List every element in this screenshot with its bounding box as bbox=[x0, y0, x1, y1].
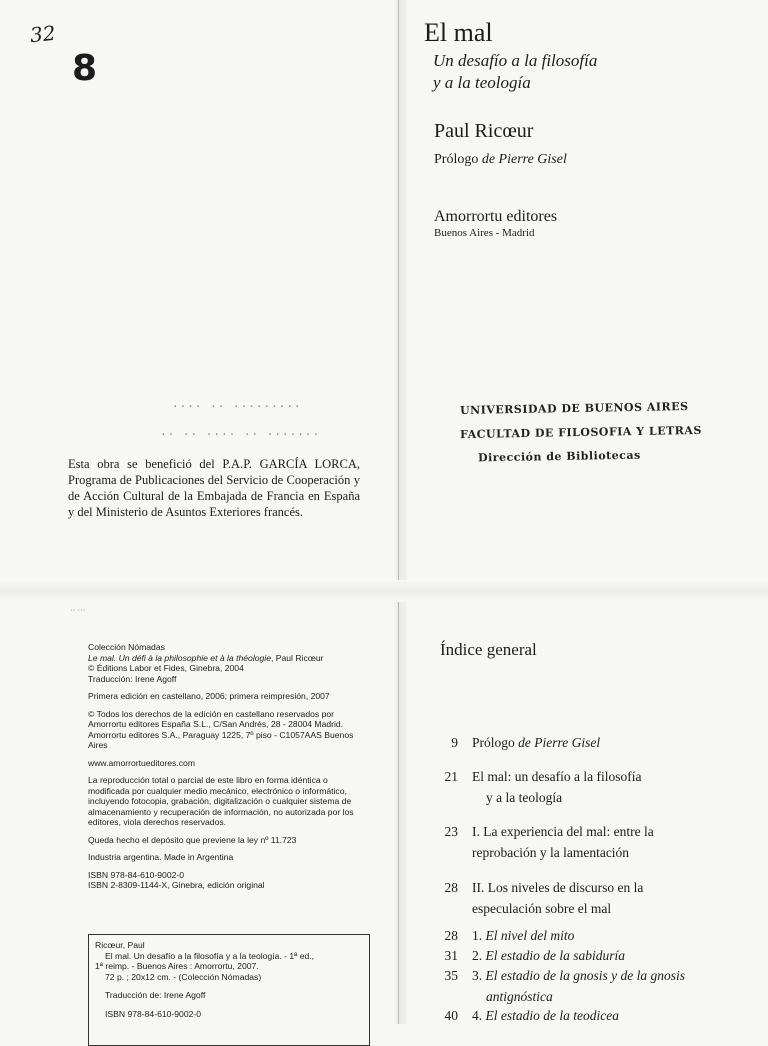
toc-text-main: 2. bbox=[472, 948, 486, 963]
toc-text bbox=[472, 925, 752, 946]
scan-spread-divider bbox=[0, 580, 768, 602]
toc-text bbox=[472, 766, 752, 808]
toc-text-main: 3. bbox=[472, 968, 486, 983]
original-rights: © Éditions Labor et Fides, Ginebra, 2004 bbox=[88, 663, 244, 673]
catalog-line-1: Ricœur, Paul bbox=[95, 940, 145, 950]
toc-text-main: El mal: un desafío a la filosofía bbox=[472, 769, 642, 784]
toc-page: 31 bbox=[444, 948, 458, 963]
publisher-name: Amorrortu editores bbox=[434, 208, 558, 225]
toc-text bbox=[472, 732, 752, 753]
catalog-line-4: 72 p. ; 20x12 cm. - (Colección Nómadas) bbox=[105, 971, 262, 982]
original-author: , Paul Ricœur bbox=[270, 652, 324, 663]
scan-specks: ·· ··· bbox=[70, 606, 86, 615]
rights-notice: © Todos los derechos de la edición en castellano reservados por Amorrortu editores España S.L., C/San Andrés, 28 - 28004 Madrid. Amorrortu editores S.A., Paraguay 1225, 7º piso - C1057AAS Buenos Aires bbox=[88, 708, 354, 750]
industry-note: Industria argentina. Made in Argentina bbox=[88, 852, 234, 862]
author-name: Paul Ricœur bbox=[434, 120, 534, 142]
copyright-collection-block bbox=[88, 642, 370, 684]
toc-text-main: 1. bbox=[472, 928, 486, 943]
legal-deposit: Queda hecho el depósito que previene la ley nº 11.723 bbox=[88, 834, 297, 845]
collection-name: Colección Nómadas bbox=[88, 642, 165, 652]
toc-page: 23 bbox=[444, 824, 458, 839]
faded-stamp-line-2: ·· ·· ···· ·· ······· bbox=[160, 428, 321, 441]
large-page-number: 8 bbox=[72, 48, 98, 89]
prologo-author: de Pierre Gisel bbox=[481, 152, 567, 167]
library-stamp-line-3: Dirección de Bibliotecas bbox=[477, 448, 641, 465]
edition-info: Primera edición en castellano, 2006; primera reimpresión, 2007 bbox=[88, 691, 330, 701]
toc-text bbox=[472, 965, 752, 1007]
toc-page: 9 bbox=[451, 735, 458, 750]
toc-text bbox=[472, 945, 752, 966]
toc-page: 28 bbox=[444, 928, 458, 943]
page-fold-line bbox=[398, 0, 399, 1024]
library-stamp-line-1: UNIVERSIDAD DE BUENOS AIRES bbox=[459, 400, 689, 417]
catalog-line-3: 1ª reimp. - Buenos Aires : Amorrortu, 2007. bbox=[95, 961, 259, 971]
toc-text-italic: de Pierre Gisel bbox=[518, 735, 601, 750]
toc-page: 21 bbox=[444, 769, 458, 784]
page-gutter bbox=[393, 0, 407, 1024]
toc-page: 40 bbox=[444, 1008, 458, 1023]
subtitle-line-2: y a la teología bbox=[433, 73, 531, 92]
isbn-block bbox=[88, 870, 370, 891]
toc-text-continuation: reprobación y la lamentación bbox=[472, 845, 630, 860]
catalog-card bbox=[88, 934, 370, 1046]
funding-note: Esta obra se benefició del P.A.P. GARCÍA LORCA, Programa de Publicaciones del Servicio de Cooperación y de Acción Cultural de la Embajada de Francia en España y del Ministerio de Asuntos Exteriores francés. bbox=[68, 457, 360, 519]
book-subtitle bbox=[433, 50, 597, 94]
translation-credit: Traducción: Irene Agoff bbox=[88, 673, 177, 684]
toc-text-main: 4. bbox=[472, 1008, 486, 1023]
toc-text-main: I. La experiencia del mal: entre la bbox=[472, 824, 654, 839]
original-title: Le mal. Un défi à la philosophie et à la théologie bbox=[88, 652, 271, 663]
prologo-label: Prólogo bbox=[434, 152, 479, 167]
toc-text-continuation: antignóstica bbox=[486, 989, 553, 1004]
prologo-line bbox=[434, 152, 567, 168]
reproduction-notice: La reproducción total o parcial de este libro en forma idéntica o modificada por cualquier medio mecánico, electrónico o informático, incluyendo fotocopia, grabación, digitalización o cualquier sistema de almacenamiento y recuperación de información, no autorizada por los editores, viola derechos reservados. bbox=[88, 775, 354, 827]
toc-text-continuation: y a la teología bbox=[486, 790, 563, 805]
catalog-line-5: Traducción de: Irene Agoff bbox=[105, 990, 206, 1000]
toc-page: 28 bbox=[444, 880, 458, 895]
index-heading: Índice general bbox=[440, 640, 537, 659]
toc-page: 35 bbox=[444, 968, 458, 983]
isbn-primary: ISBN 978-84-610-9002-0 bbox=[88, 869, 185, 880]
book-title: El mal bbox=[424, 18, 493, 47]
copyright-block bbox=[88, 642, 370, 898]
library-stamp-line-2: FACULTAD DE FILOSOFIA Y LETRAS bbox=[459, 423, 702, 442]
toc-text bbox=[472, 1005, 752, 1026]
toc-text-main: II. Los niveles de discurso en la bbox=[472, 880, 644, 895]
publisher-cities: Buenos Aires - Madrid bbox=[434, 227, 535, 239]
catalog-line-6: ISBN 978-84-610-9002-0 bbox=[105, 1008, 202, 1019]
publisher-website: www.amorrortueditores.com bbox=[88, 757, 195, 768]
toc-text-italic: El estadio de la gnosis y de la gnosis bbox=[485, 968, 685, 983]
isbn-original: ISBN 2-8309-1144-X, Ginebra, edición original bbox=[88, 880, 265, 890]
toc-text-italic: El estadio de la sabiduría bbox=[485, 948, 625, 963]
faded-stamp-line-1: ···· ·· ········· bbox=[172, 400, 302, 413]
toc-text bbox=[472, 821, 752, 863]
subtitle-line-1: Un desafío a la filosofía bbox=[433, 51, 598, 70]
catalog-line-2: El mal. Un desafío a la filosofía y a la teología. - 1ª ed., bbox=[105, 950, 315, 961]
toc-text-italic: El estadio de la teodicea bbox=[485, 1008, 619, 1023]
toc-text-continuation: especulación sobre el mal bbox=[472, 901, 612, 916]
toc-text-italic: El nivel del mito bbox=[485, 928, 575, 943]
toc-text bbox=[472, 877, 752, 919]
handwritten-number: 32 bbox=[28, 20, 57, 48]
toc-text-main: Prólogo bbox=[472, 735, 519, 750]
